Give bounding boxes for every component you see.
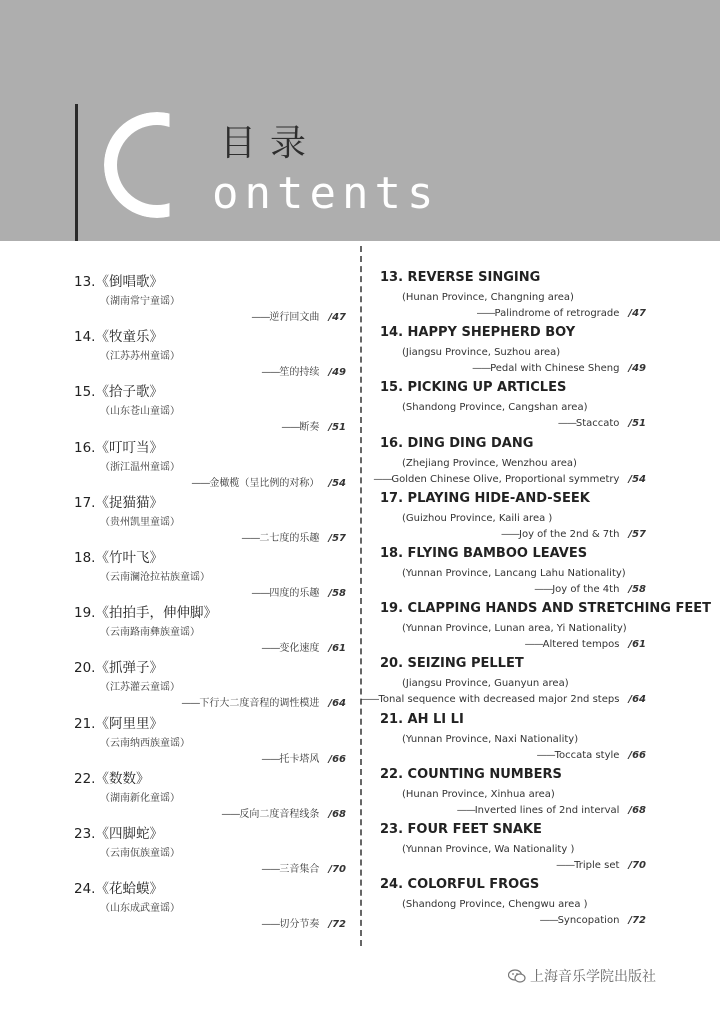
entry-page-number: /64	[628, 694, 646, 706]
entry-title: 13. REVERSE SINGING	[380, 270, 541, 285]
entry-page-number: /68	[328, 808, 346, 820]
entry-note-line: ——Golden Chinese Olive, Proportional symmetry /54	[373, 473, 646, 485]
toc-entry[interactable]	[74, 822, 346, 877]
entry-region: (Yunnan Province, Lancang Lahu Nationality)	[402, 568, 626, 579]
entry-title: 20. SEIZING PELLET	[380, 656, 524, 672]
entry-note: 切分节奏	[279, 919, 320, 931]
entry-page-number: /68	[628, 804, 646, 816]
entry-region: （湖南新化童谣）	[100, 792, 180, 804]
entry-title: 21. AH LI LI	[380, 711, 464, 727]
entry-note: Inverted lines of 2nd interval	[474, 804, 620, 816]
entry-note: 逆行回文曲	[269, 312, 320, 323]
entry-region: (Hunan Province, Xinhua area)	[402, 788, 555, 800]
entry-note-line: ——Triple set /70	[556, 860, 646, 871]
entry-page-number: /61	[628, 639, 646, 651]
entry-title: 16.《叮叮当》	[74, 439, 163, 456]
entry-title: 20.《抓弹子》	[74, 660, 163, 677]
entry-title: 24.《花蛤蟆》	[74, 881, 163, 898]
entry-page-number: /64	[328, 698, 346, 710]
entry-page-number: /49	[628, 363, 646, 375]
entry-note-line: ——二七度的乐趣 /57	[241, 532, 346, 544]
entry-region: （云南澜沧拉祜族童谣）	[100, 572, 210, 583]
entry-region: （贵州凯里童谣）	[100, 516, 180, 528]
entry-title: 23. FOUR FEET SNAKE	[380, 822, 542, 837]
entry-note-line: ——Toccata style /66	[536, 749, 646, 761]
entry-note: Toccata style	[554, 749, 620, 761]
entry-note-line: ——逆行回文曲 /47	[251, 312, 346, 323]
entry-note: 四度的乐趣	[269, 588, 320, 599]
entry-note-line: ——Inverted lines of 2nd interval /68	[456, 804, 646, 816]
entry-page-number: /70	[628, 860, 646, 871]
entry-page-number: /54	[628, 473, 646, 485]
entry-note: Pedal with Chinese Sheng	[490, 363, 620, 375]
entry-note-line: ——Palindrome of retrograde /47	[476, 308, 646, 319]
toc-entry[interactable]	[74, 380, 346, 435]
toc-entry[interactable]	[74, 767, 346, 822]
entry-title: 22. COUNTING NUMBERS	[380, 766, 562, 782]
toc-entry[interactable]	[74, 546, 346, 601]
entry-note-line: ——金橄榄（呈比例的对称） /54	[191, 477, 346, 489]
entry-region: (Jiangsu Province, Guanyun area)	[402, 678, 569, 690]
column-divider	[360, 246, 362, 946]
toc-entry[interactable]	[380, 546, 646, 601]
entry-note: Syncopation	[557, 915, 620, 927]
entry-title: 14.《牧童乐》	[74, 329, 163, 346]
entry-region: (Guizhou Province, Kaili area )	[402, 512, 553, 524]
entry-note: Triple set	[574, 860, 620, 871]
toc-entry[interactable]	[74, 601, 346, 656]
entry-page-number: /57	[628, 528, 646, 540]
toc-entry[interactable]	[74, 325, 346, 380]
entry-region: （山东成武童谣）	[100, 903, 180, 915]
entry-page-number: /58	[328, 588, 346, 599]
entry-title: 13.《倒唱歌》	[74, 274, 163, 290]
publisher-watermark	[508, 966, 656, 986]
entry-page-number: /72	[328, 919, 346, 931]
toc-entry[interactable]	[373, 435, 646, 491]
title-chinese: 目录	[220, 123, 321, 164]
entry-page-number: /57	[328, 532, 346, 544]
entry-title: 15. PICKING UP ARTICLES	[380, 380, 567, 396]
contents-header	[0, 0, 720, 241]
entry-note: 下行大二度音程的调性模进	[199, 698, 320, 710]
entry-title: 24. COLORFUL FROGS	[380, 877, 540, 893]
toc-entry[interactable]	[74, 712, 346, 767]
entry-note: 金橄榄（呈比例的对称）	[209, 477, 320, 489]
entry-note-line: ——Pedal with Chinese Sheng /49	[472, 363, 646, 375]
entry-note: Staccato	[575, 418, 620, 430]
toc-entry[interactable]	[380, 877, 646, 932]
entry-title: 17.《捉猫猫》	[74, 494, 163, 511]
entry-title: 22.《数数》	[74, 770, 150, 787]
entry-note-line: ——断奏 /51	[281, 422, 346, 434]
entry-region: （江苏灌云童谣）	[100, 682, 180, 694]
entry-region: （山东苍山童谣）	[100, 406, 180, 418]
toc-entry[interactable]	[380, 491, 646, 546]
wechat-icon	[508, 969, 526, 983]
entry-title: 23.《四脚蛇》	[74, 826, 163, 842]
entry-note-line: ——切分节奏 /72	[261, 919, 346, 931]
header-vertical-rule	[75, 104, 78, 241]
toc-entry[interactable]	[74, 877, 346, 932]
entry-region: (Yunnan Province, Lunan area, Yi Nationality)	[402, 623, 627, 635]
entry-page-number: /54	[328, 477, 346, 489]
entry-region: (Yunnan Province, Naxi Nationality)	[402, 733, 579, 745]
entry-note: 反向二度音程线条	[239, 808, 320, 820]
entry-note-line: ——反向二度音程线条 /68	[221, 808, 346, 820]
entry-title: 18.《竹叶飞》	[74, 550, 163, 566]
entry-title: 14. HAPPY SHEPHERD BOY	[380, 325, 576, 341]
toc-entry[interactable]	[74, 491, 346, 546]
entry-page-number: /58	[628, 584, 646, 595]
entry-region: (Hunan Province, Changning area)	[402, 292, 574, 303]
entry-note-line: ——Altered tempos /61	[524, 639, 646, 651]
toc-entry[interactable]	[74, 270, 346, 325]
entry-region: （云南纳西族童谣）	[100, 737, 190, 749]
toc-entry[interactable]	[74, 656, 346, 711]
entry-page-number: /51	[328, 422, 346, 434]
entry-note-line: ——Joy of the 2nd & 7th /57	[501, 528, 646, 540]
toc-entry[interactable]	[380, 325, 646, 380]
entry-note: Altered tempos	[542, 639, 620, 651]
entry-note: 笙的持续	[279, 367, 320, 379]
entry-title: 15.《拾子歌》	[74, 384, 163, 401]
entry-region: （云南佤族童谣）	[100, 848, 180, 859]
entry-note-line: ——下行大二度音程的调性模进 /64	[181, 698, 346, 710]
entry-page-number: /47	[628, 308, 646, 319]
entry-page-number: /72	[628, 915, 646, 927]
entry-note-line: ——托卡塔风 /66	[261, 753, 346, 765]
entry-region: （浙江温州童谣）	[100, 461, 180, 473]
title-english: ontents	[212, 168, 440, 219]
toc-entry[interactable]	[360, 656, 646, 711]
entry-note-line: ——变化速度 /61	[261, 643, 346, 655]
entry-region: （湖南常宁童谣）	[100, 296, 180, 307]
entry-region: (Jiangsu Province, Suzhou area)	[402, 347, 561, 359]
entry-region: (Zhejiang Province, Wenzhou area)	[402, 457, 577, 469]
entry-note-line: ——Tonal sequence with decreased major 2nd steps /64	[360, 694, 646, 706]
entry-note: 变化速度	[279, 643, 320, 655]
entry-note: 三音集合	[279, 864, 320, 875]
toc-entry[interactable]	[380, 380, 646, 435]
entry-page-number: /66	[628, 749, 646, 761]
entry-title: 21.《阿里里》	[74, 715, 163, 732]
entry-region: （江苏苏州童谣）	[100, 351, 180, 363]
publisher-name: 上海音乐学院出版社	[530, 969, 656, 985]
entry-note: Golden Chinese Olive, Proportional symmetry	[391, 473, 620, 485]
entry-page-number: /51	[628, 418, 646, 430]
entry-title: 16. DING DING DANG	[380, 435, 534, 451]
entry-note-line: ——四度的乐趣 /58	[251, 588, 346, 599]
entry-note-line: ——Staccato /51	[557, 418, 646, 430]
entry-note: 二七度的乐趣	[259, 532, 320, 544]
entry-note: 断奏	[299, 422, 320, 434]
entry-note-line: ——三音集合 /70	[261, 864, 346, 875]
entry-page-number: /49	[328, 367, 346, 379]
entry-note: Joy of the 4th	[552, 584, 620, 595]
entry-title: 19. CLAPPING HANDS AND STRETCHING FEET	[380, 601, 711, 617]
entry-note: Palindrome of retrograde	[494, 308, 620, 319]
entry-title: 19.《拍拍手，伸伸脚》	[74, 605, 217, 622]
toc-entry[interactable]	[74, 436, 346, 491]
entry-title: 17. PLAYING HIDE-AND-SEEK	[380, 490, 590, 506]
entry-note: Joy of the 2nd & 7th	[519, 528, 620, 540]
entry-page-number: /66	[328, 753, 346, 765]
entry-note-line: ——Syncopation /72	[539, 915, 646, 927]
entry-note: Tonal sequence with decreased major 2nd steps	[378, 694, 620, 706]
entry-region: （云南路南彝族童谣）	[100, 627, 200, 639]
entry-note-line: ——Joy of the 4th /58	[534, 584, 646, 595]
entry-note: 托卡塔风	[279, 753, 320, 765]
toc-entry[interactable]	[380, 712, 646, 767]
toc-entry[interactable]	[380, 822, 646, 877]
entry-page-number: /61	[328, 643, 346, 655]
entry-page-number: /47	[328, 312, 346, 323]
big-c-letter-graphic	[104, 112, 210, 218]
toc-entry[interactable]	[380, 270, 646, 325]
entry-region: (Yunnan Province, Wa Nationality )	[402, 844, 575, 855]
entry-region: (Shandong Province, Chengwu area )	[402, 899, 588, 911]
entry-region: (Shandong Province, Cangshan area)	[402, 402, 588, 414]
toc-entry[interactable]	[380, 601, 711, 656]
toc-entry[interactable]	[380, 767, 646, 822]
entry-page-number: /70	[328, 864, 346, 875]
entry-title: 18. FLYING BAMBOO LEAVES	[380, 546, 588, 561]
entry-note-line: ——笙的持续 /49	[261, 367, 346, 379]
